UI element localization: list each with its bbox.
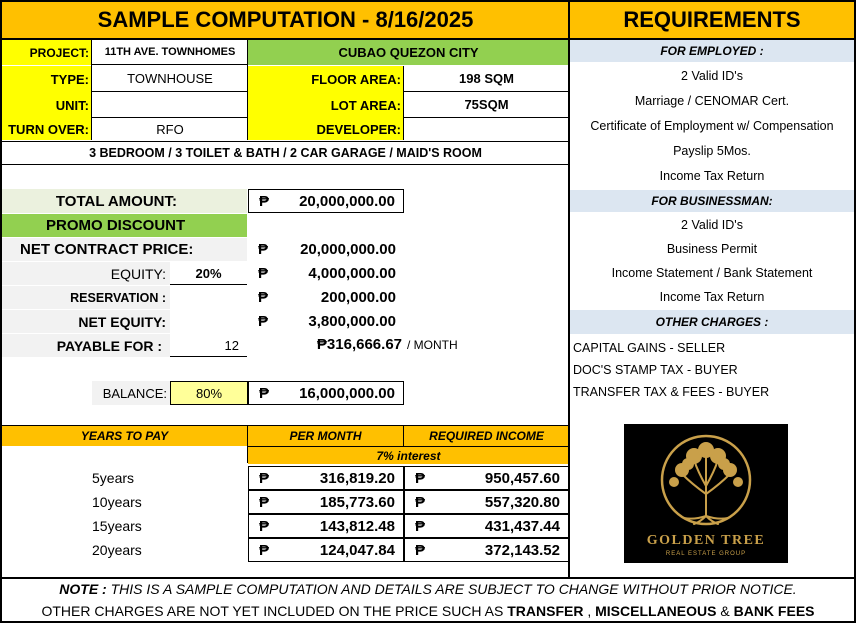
employed-item: Certificate of Employment w/ Compensation (590, 118, 834, 133)
project-label: PROJECT: (2, 40, 92, 65)
required-income-number: 557,320.80 (484, 493, 560, 511)
years-cell: 15years (92, 518, 142, 534)
note-line-1 (2, 579, 854, 599)
logo-tagline: REAL ESTATE GROUP (665, 551, 747, 557)
peso-sign: ₱ (258, 265, 269, 282)
per-month-number: 124,047.84 (319, 541, 395, 559)
required-income-cell (404, 538, 569, 562)
ncp-value (248, 238, 404, 261)
turnover-value: RFO (156, 121, 184, 137)
employed-item: Payslip 5Mos. (673, 143, 751, 158)
peso-sign: ₱ (258, 313, 269, 330)
turnover-label: TURN OVER: (2, 118, 92, 140)
employed-item: 2 Valid ID's (681, 68, 743, 83)
note-line2-prefix: OTHER CHARGES ARE NOT YET INCLUDED ON THE PRICE SUCH AS (41, 602, 508, 619)
fin-col-divider-1 (247, 426, 248, 463)
reservation-number: 200,000.00 (320, 289, 396, 306)
employed-item: Income Tax Return (659, 168, 765, 183)
required-income-number: 372,143.52 (484, 541, 560, 559)
peso-sign: ₱ (259, 493, 270, 511)
per-month-number: 185,773.60 (319, 493, 395, 511)
years-cell: 10years (92, 494, 142, 510)
balance-percent: 80% (170, 381, 248, 405)
required-income-cell (404, 466, 569, 490)
info-divider-2 (91, 40, 92, 140)
reservation-label: RESERVATION : (2, 286, 170, 309)
total-amount-number: 20,000,000.00 (299, 192, 395, 210)
title-underline (0, 38, 856, 40)
peso-sign: ₱ (258, 241, 269, 258)
payable-months: 12 (170, 334, 247, 357)
balance-value (248, 381, 404, 405)
project-value: 11TH AVE. TOWNHOMES (92, 40, 248, 65)
note-comma: , (583, 602, 596, 619)
peso-sign: ₱ (415, 493, 426, 511)
note-miscellaneous: MISCELLANEOUS (595, 602, 717, 619)
other-item: CAPITAL GAINS - SELLER (573, 341, 726, 355)
peso-sign: ₱ (258, 289, 269, 306)
reservation-value (248, 286, 404, 309)
employed-item: Marriage / CENOMAR Cert. (634, 93, 790, 108)
equity-label: EQUITY: (2, 262, 170, 285)
note-text: THIS IS A SAMPLE COMPUTATION AND DETAILS ARE SUBJECT TO CHANGE WITHOUT PRIOR NOTICE. (106, 581, 797, 597)
per-month-cell (248, 514, 404, 538)
unit-description: 3 BEDROOM / 3 TOILET & BATH / 2 CAR GARAGE / MAID'S ROOM (2, 141, 569, 165)
years-to-pay-header: YEARS TO PAY (2, 426, 247, 446)
frame-left (0, 0, 2, 623)
years-cell: 20years (92, 542, 142, 558)
business-item: Business Permit (666, 242, 758, 256)
per-month-number: 316,819.20 (319, 469, 395, 487)
logo-name: GOLDEN TREE (646, 533, 766, 548)
lot-area-value: 75SQM (404, 92, 569, 118)
type-label: TYPE: (2, 66, 92, 92)
peso-sign: ₱ (259, 517, 270, 535)
per-month-cell (248, 538, 404, 562)
peso-sign: ₱ (259, 384, 270, 402)
required-income-number: 431,437.44 (484, 517, 560, 535)
per-month-suffix: / MONTH (407, 337, 458, 352)
total-amount-label: TOTAL AMOUNT: (2, 189, 247, 213)
required-income-header: REQUIRED INCOME (404, 426, 569, 446)
peso-sign: ₱ (415, 517, 426, 535)
note-transfer: TRANSFER (507, 602, 584, 619)
unit-label: UNIT: (2, 92, 92, 118)
per-month-header: PER MONTH (248, 426, 403, 446)
fin-header-border-top (2, 425, 569, 426)
per-month-cell (248, 466, 404, 490)
peso-sign: ₱ (259, 469, 270, 487)
note-divider (0, 577, 856, 579)
equity-percent: 20% (170, 262, 247, 285)
required-income-number: 950,457.60 (484, 469, 560, 487)
balance-label: BALANCE: (92, 381, 170, 405)
employed-header: FOR EMPLOYED : (570, 40, 854, 62)
business-item: Income Tax Return (659, 290, 765, 304)
floor-area-value: 198 SQM (404, 66, 569, 92)
unit-value (92, 92, 248, 118)
equity-number: 4,000,000.00 (308, 265, 396, 282)
floor-area-label: FLOOR AREA: (248, 66, 404, 92)
info-divider-3 (403, 66, 404, 140)
peso-sign: ₱ (259, 192, 270, 210)
fin-col-divider-2 (403, 426, 404, 446)
monthly-payment: ₱316,666.67 (316, 336, 402, 353)
total-amount-value (248, 189, 404, 213)
net-equity-label: NET EQUITY: (2, 310, 170, 333)
per-month-cell (248, 490, 404, 514)
net-equity-value (248, 310, 404, 333)
net-equity-number: 3,800,000.00 (308, 313, 396, 330)
per-month-number: 143,812.48 (319, 517, 395, 535)
type-value: TOWNHOUSE (92, 66, 248, 92)
interest-rate-label: 7% interest (248, 446, 569, 464)
frame-top (0, 0, 856, 2)
payable-label: PAYABLE FOR : (2, 334, 170, 357)
other-item: TRANSFER TAX & FEES - BUYER (573, 385, 770, 399)
promo-discount-label (2, 214, 247, 237)
sample-computation-title: SAMPLE COMPUTATION - 8/16/2025 (2, 2, 569, 38)
developer-value (404, 118, 569, 140)
balance-number: 16,000,000.00 (299, 384, 395, 402)
equity-value (248, 262, 404, 285)
ncp-label: NET CONTRACT PRICE: (2, 238, 247, 261)
other-item: DOC'S STAMP TAX - BUYER (573, 363, 738, 377)
years-cell: 5years (92, 470, 135, 486)
peso-sign: ₱ (259, 541, 270, 559)
note-line-2 (2, 600, 854, 621)
location-value: CUBAO QUEZON CITY (248, 40, 569, 65)
ncp-number: 20,000,000.00 (300, 241, 396, 258)
note-label: NOTE : (59, 581, 107, 597)
peso-sign: ₱ (415, 469, 426, 487)
golden-tree-logo (624, 424, 788, 563)
column-divider (568, 0, 570, 578)
other-charges-header: OTHER CHARGES : (570, 310, 854, 334)
tree-emblem-icon (624, 424, 788, 563)
lot-area-label: LOT AREA: (248, 92, 404, 118)
requirements-title: REQUIREMENTS (570, 2, 854, 38)
developer-label: DEVELOPER: (248, 118, 404, 140)
required-income-cell (404, 514, 569, 538)
businessman-header: FOR BUSINESSMAN: (570, 190, 854, 212)
business-item: 2 Valid ID's (681, 218, 743, 232)
peso-sign: ₱ (415, 541, 426, 559)
note-ampersand: & (716, 602, 734, 619)
info-divider (247, 40, 248, 140)
promo-discount-text: PROMO DISCOUNT (46, 217, 186, 234)
note-bank-fees: BANK FEES (733, 602, 815, 619)
business-item: Income Statement / Bank Statement (611, 266, 813, 280)
required-income-cell (404, 490, 569, 514)
